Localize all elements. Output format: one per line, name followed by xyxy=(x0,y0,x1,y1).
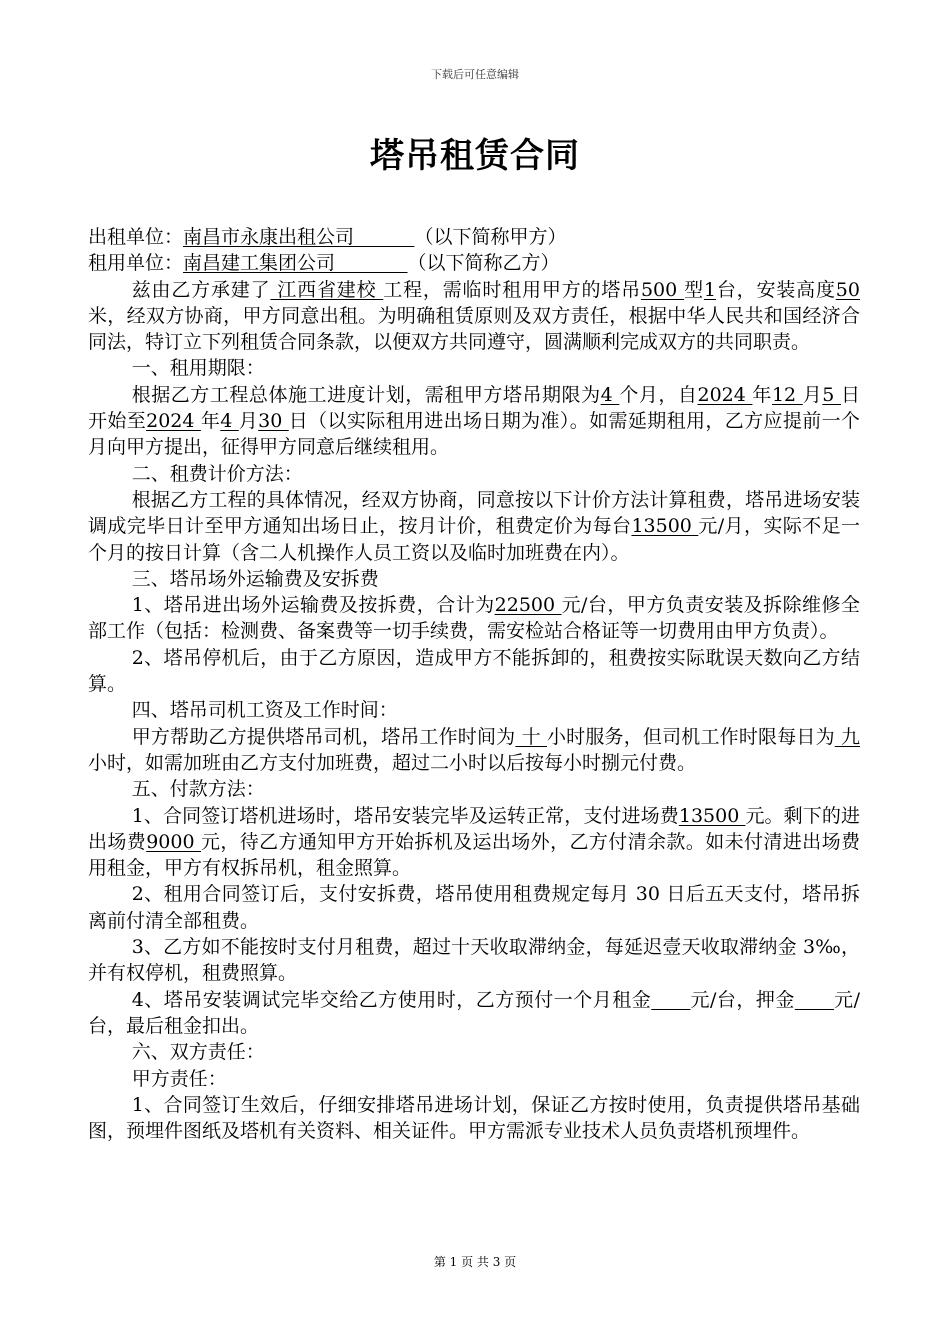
section-heading: 六、双方责任： xyxy=(131,1041,265,1064)
lessee-label: 租用单位： xyxy=(88,252,184,275)
section-heading: 三、塔吊场外运输费及安拆费 xyxy=(131,567,379,590)
deposit-blank xyxy=(795,989,834,1011)
intro-paragraph: 兹由乙方承建了 江西省建校 工程，需临时租用甲方的塔吊500 型1台，安装高度50 米，经双方协商，甲方同意出租。为明确租赁原则及双方责任，根据中华人民共和国经济合同法，特订立下列租赁合同条款，以便双方共同遵守，圆满顺利完成双方的共同职责。 xyxy=(88,278,860,354)
responsibility-item-1: 1、合同签订生效后，仔细安排塔吊进场计划，保证乙方按时使用，负责提供塔吊基础图，预埋件图纸及塔机有关资料、相关证件。甲方需派专业技术人员负责塔机预埋件。 xyxy=(88,1093,860,1143)
contract-body xyxy=(88,224,860,1144)
section-heading: 二、租费计价方法： xyxy=(131,462,303,485)
driver-paragraph: 甲方帮助乙方提供塔吊司机，塔吊工作时间为 十 小时服务，但司机工作时限每日为 九 小时，如需加班由乙方支付加班费，超过二小时以后按每小时捌元付费。 xyxy=(88,725,860,774)
lessor-label: 出租单位： xyxy=(88,226,184,248)
lessor-line xyxy=(88,224,860,250)
lessor-suffix: （以下简称甲方） xyxy=(414,226,567,248)
end-year: 2024 xyxy=(146,410,201,433)
crane-model: 500 xyxy=(640,278,685,301)
pricing-paragraph: 根据乙方工程的具体情况，经双方协商，同意按以下计价方法计算租费，塔吊进场安装调成完毕日计至甲方通知出场日止，按月计价，租费定价为每台13500 元/月，实际不足一个月的按日计算（含二人机操作人员工资以及临时加班费在内）。 xyxy=(88,488,860,564)
work-hours: 十 xyxy=(515,725,547,748)
entry-fee: 13500 xyxy=(678,804,746,827)
end-month: 4 xyxy=(220,410,239,433)
prepaid-rent-blank xyxy=(651,989,690,1011)
monthly-rent: 13500 xyxy=(631,515,699,538)
end-day: 30 xyxy=(258,410,289,433)
lessor-name: 南昌市永康出租公司 xyxy=(183,226,355,248)
page-footer: 第 1 页 共 3 页 xyxy=(433,1255,517,1269)
lessee-name: 南昌建工集团公司 xyxy=(183,252,336,275)
payment-item-4: 4、塔吊安装调试完毕交给乙方使用时，乙方预付一个月租金 元/台，押金 元/台，最后租金扣出。 xyxy=(88,988,860,1037)
driver-hours: 九 xyxy=(834,725,860,748)
section-heading: 一、租用期限： xyxy=(131,357,265,380)
section-heading: 四、塔吊司机工资及工作时间： xyxy=(131,699,398,722)
start-day: 5 xyxy=(822,383,841,406)
install-height: 50 xyxy=(835,278,860,301)
start-year: 2024 xyxy=(697,383,753,406)
project-name: 江西省建校 xyxy=(270,278,384,301)
document-title: 塔吊租赁合同 xyxy=(370,136,580,176)
crane-count: 1 xyxy=(703,278,717,301)
payment-item-1: 1、合同签订塔机进场时，塔吊安装完毕及运转正常，支付进场费13500 元。剩下的进出场费9000 元，待乙方通知甲方开始拆机及运出场外，乙方付清余款。如未付清进出场费用租金，甲方有权拆吊机，租金照算。 xyxy=(88,804,860,880)
section-heading: 五、付款方法： xyxy=(131,778,265,801)
lessee-line xyxy=(88,250,860,276)
start-month: 12 xyxy=(771,383,803,406)
page-header: 下载后可任意编辑 xyxy=(431,68,519,81)
subsection-heading: 甲方责任： xyxy=(131,1067,227,1090)
lease-months: 4 xyxy=(600,383,620,406)
transport-fee-item: 1、塔吊进出场外运输费及按拆费，合计为22500 元/台，甲方负责安装及拆除维修全部工作（包括：检测费、备案费等一切手续费，需安检站合格证等一切费用由甲方负责）。 xyxy=(88,594,860,643)
transport-fee: 22500 xyxy=(494,594,562,617)
payment-item-2: 2、租用合同签订后，支付安拆费，塔吊使用租费规定每月 30 日后五天支付，塔吊拆离前付清全部租费。 xyxy=(88,883,860,932)
lease-term-paragraph: 根据乙方工程总体施工进度计划，需租甲方塔吊期限为4 个月，自2024 年12 月5 日开始至2024 年4 月30 日（以实际租用进出场日期为准）。如需延期租用，乙方应提前一个月向甲方提出，征得甲方同意后继续租用。 xyxy=(88,383,860,459)
remaining-fee: 9000 xyxy=(146,830,201,853)
lessee-suffix: （以下简称乙方） xyxy=(407,252,560,275)
shutdown-item: 2、塔吊停机后，由于乙方原因，造成甲方不能拆卸的，租费按实际耽误天数向乙方结算。 xyxy=(88,646,860,696)
payment-item-3: 3、乙方如不能按时支付月租费，超过十天收取滞纳金，每延迟壹天收取滞纳金 3‰，并有权停机，租费照算。 xyxy=(88,936,860,985)
